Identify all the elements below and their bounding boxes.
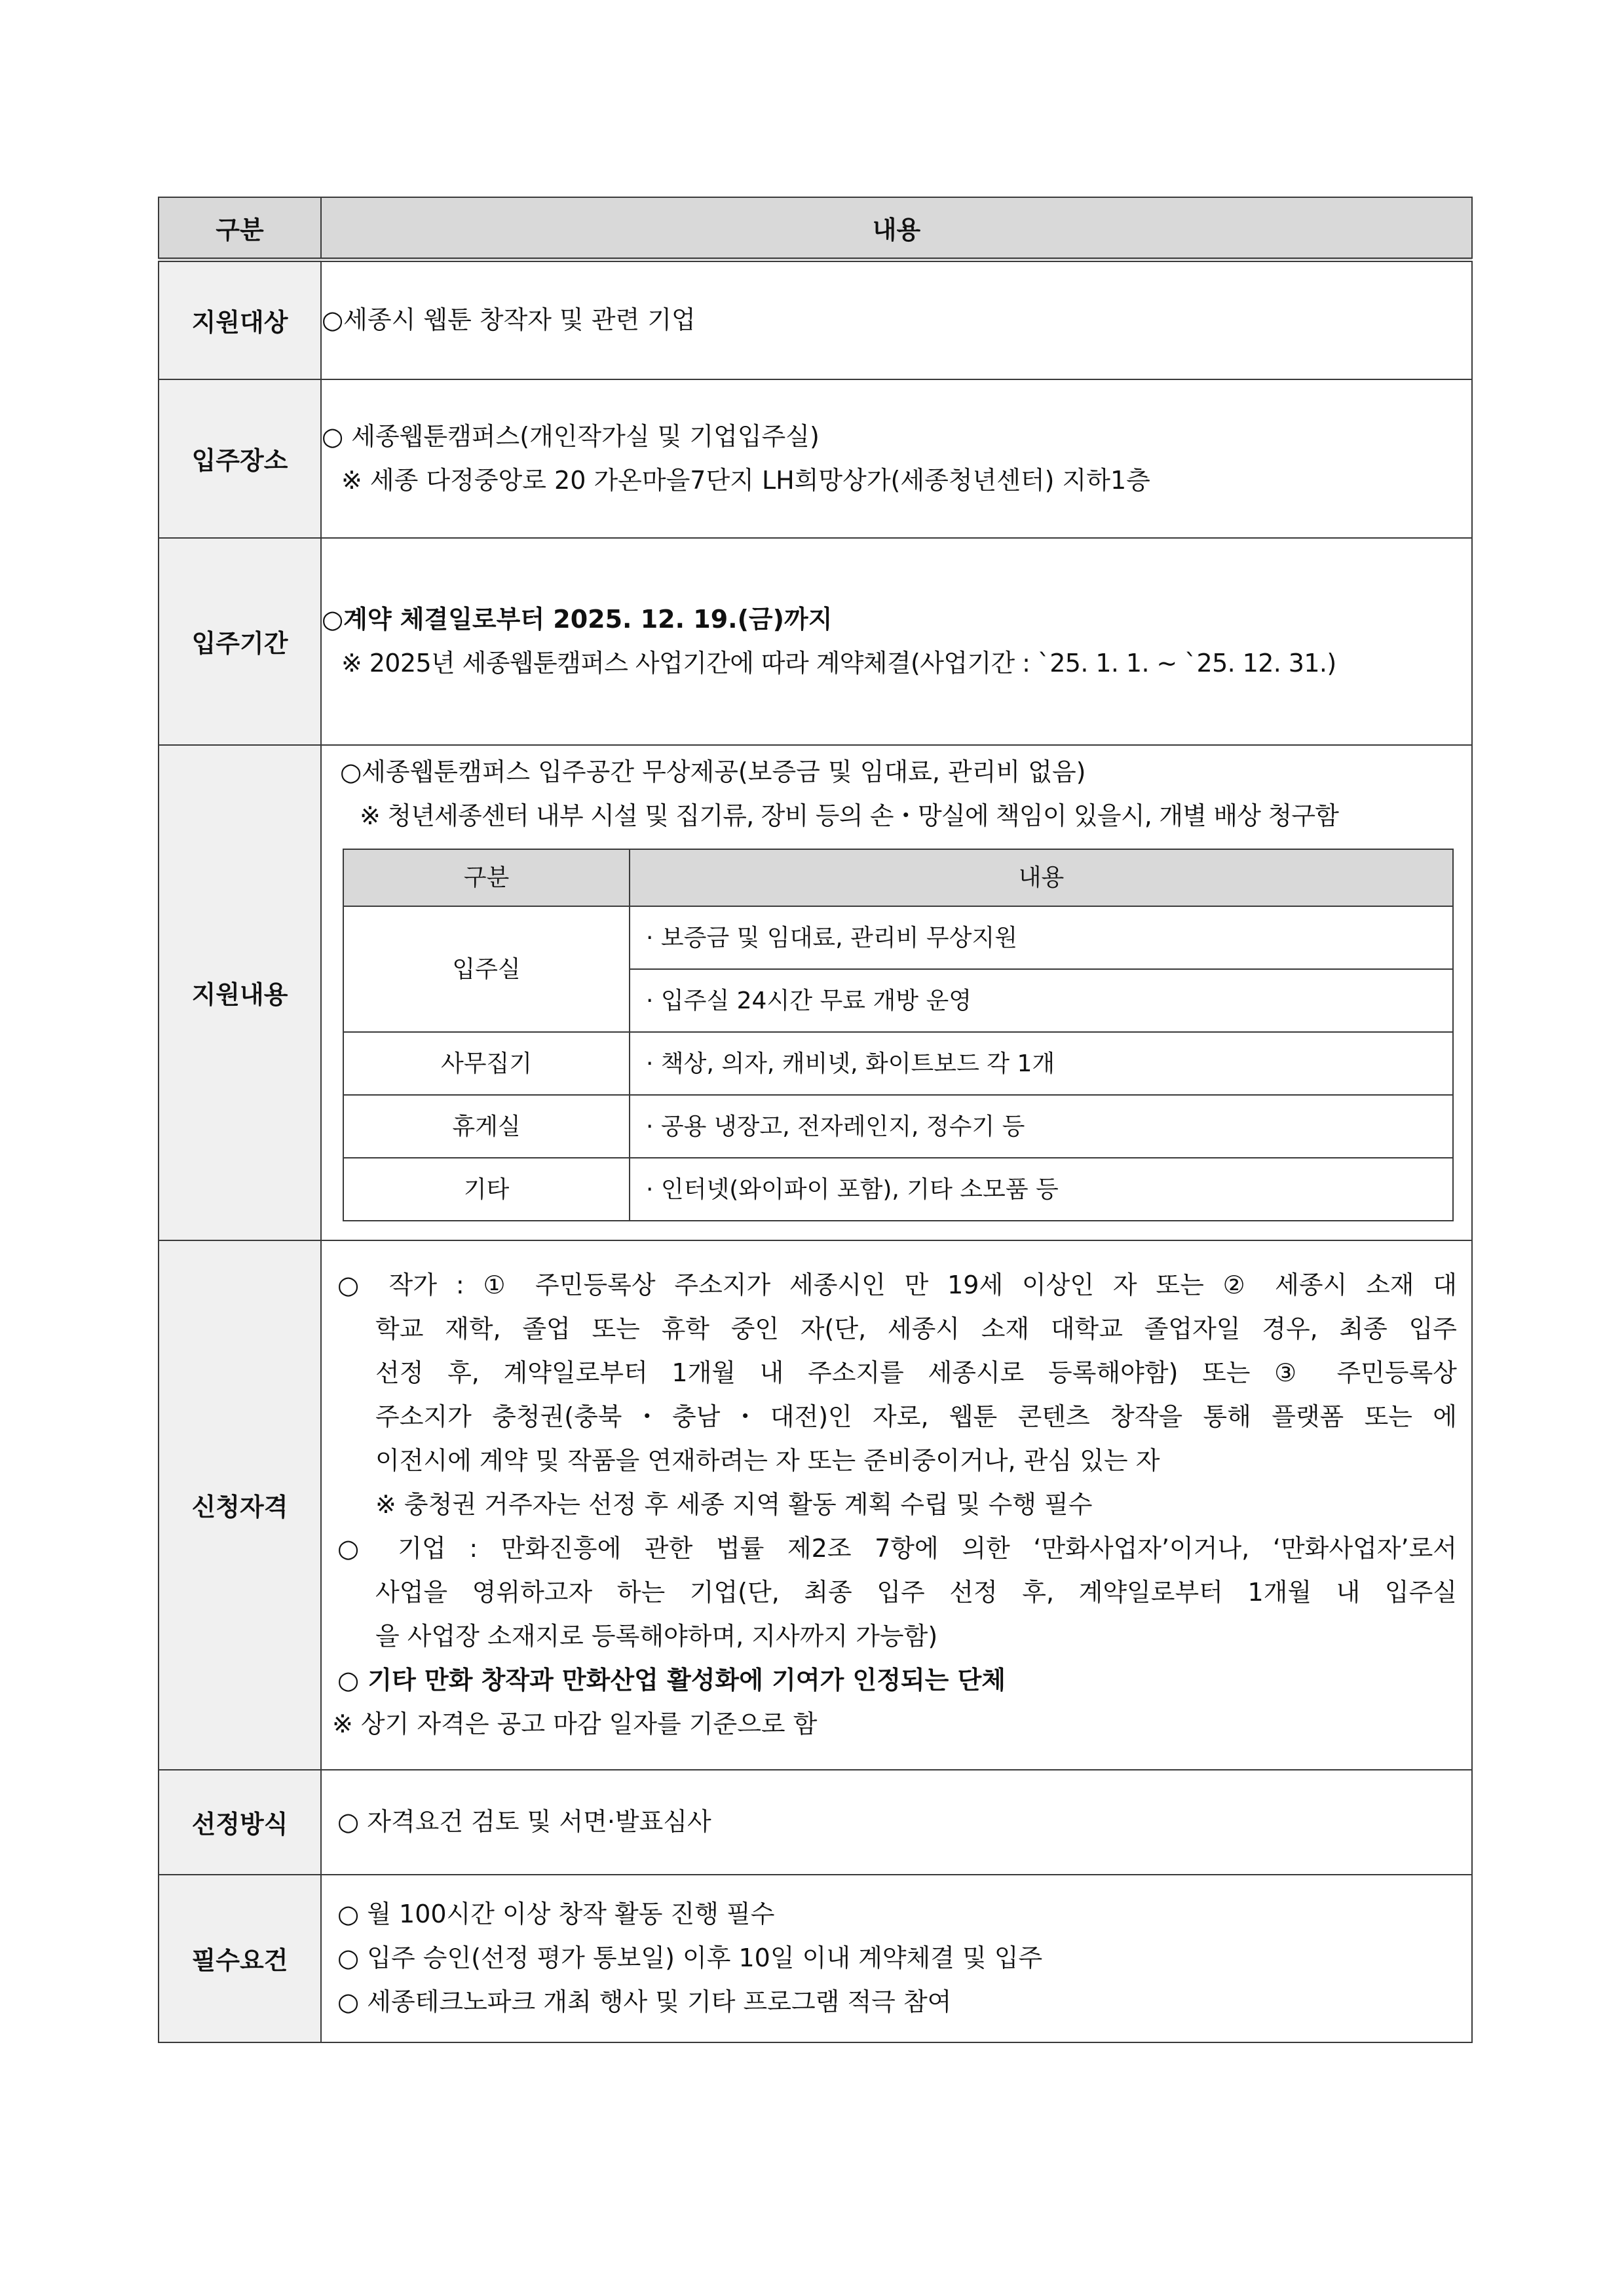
- content-note: ※ 충청권 거주자는 선정 후 세종 지역 활동 계획 수립 및 수행 필수: [375, 1490, 1093, 1519]
- inner-label: 입주실: [343, 906, 630, 1032]
- inner-header-content: 내용: [630, 849, 1453, 906]
- inner-row-etc: [343, 1158, 1453, 1221]
- content-note: ※ 청년세종센터 내부 시설 및 집기류, 장비 등의 손・망실에 책임이 있을시, 개별 배상 청구함: [360, 801, 1339, 830]
- inner-value: · 책상, 의자, 캐비넷, 화이트보드 각 1개: [630, 1032, 1453, 1095]
- inner-value: · 입주실 24시간 무료 개방 운영: [630, 969, 1453, 1032]
- content-line: 선정 후, 계약일로부터 1개월 내 주소지를 세종시로 등록해야함) 또는 ③ 주민등록상: [375, 1358, 1457, 1387]
- inner-value: · 인터넷(와이파이 포함), 기타 소모품 등: [630, 1158, 1453, 1221]
- content-line: 이전시에 계약 및 작품을 연재하려는 자 또는 준비중이거나, 관심 있는 자: [375, 1446, 1160, 1475]
- row-content: [321, 1770, 1472, 1875]
- row-label: 필수요건: [159, 1875, 321, 2042]
- content-line: 사업을 영위하고자 하는 기업(단, 최종 입주 선정 후, 계약일로부터 1개월 내 입주실: [375, 1578, 1457, 1607]
- content-line: ○ 세종웹툰캠퍼스(개인작가실 및 기업입주실): [322, 421, 820, 451]
- content-line: ○ 기업 : 만화진흥에 관한 법률 제2조 7항에 의한 ‘만화사업자’이거나, ‘만화사업자’로서: [337, 1534, 1457, 1563]
- header-category: 구분: [159, 197, 321, 260]
- row-selection: [159, 1770, 1472, 1875]
- content-note: ※ 2025년 세종웹툰캠퍼스 사업기간에 따라 계약체결(사업기간 : `25. 1. 1. ~ `25. 12. 31.): [341, 648, 1336, 678]
- support-detail-table: [343, 849, 1454, 1221]
- row-content: [321, 1240, 1472, 1770]
- content-line: 주소지가 충청권(충북・충남・대전)인 자로, 웹툰 콘텐츠 창작을 통해 플랫폼 또는 에: [375, 1402, 1457, 1431]
- content-note: ※ 상기 자격은 공고 마감 일자를 기준으로 함: [332, 1710, 818, 1738]
- row-label: 입주기간: [159, 538, 321, 745]
- inner-header-row: [343, 849, 1453, 906]
- content-line: ○세종시 웹툰 창작자 및 관련 기업: [322, 305, 696, 335]
- row-content: [321, 379, 1472, 538]
- content-line: ○ 자격요건 검토 및 서면·발표심사: [337, 1807, 711, 1836]
- inner-header-category: 구분: [343, 849, 630, 906]
- row-label: 지원대상: [159, 260, 321, 379]
- row-location: [159, 379, 1472, 538]
- inner-row-room-1: [343, 906, 1453, 969]
- inner-row-office: [343, 1032, 1453, 1095]
- content-line: ○ 작가 : ① 주민등록상 주소지가 세종시인 만 19세 이상인 자 또는 ② 세종시 소재 대: [337, 1271, 1457, 1299]
- row-content: [321, 1875, 1472, 2042]
- inner-value: · 공용 냉장고, 전자레인지, 정수기 등: [630, 1095, 1453, 1158]
- inner-row-lounge: [343, 1095, 1453, 1158]
- content-line: ○ 입주 승인(선정 평가 통보일) 이후 10일 이내 계약체결 및 입주: [337, 1943, 1043, 1972]
- content-line: ○계약 체결일로부터 2025. 12. 19.(금)까지: [322, 604, 833, 634]
- content-line: ○세종웹툰캠퍼스 입주공간 무상제공(보증금 및 임대료, 관리비 없음): [340, 757, 1086, 786]
- table-header-row: [159, 197, 1472, 260]
- row-content: [321, 260, 1472, 379]
- header-content: 내용: [321, 197, 1472, 260]
- row-content: [321, 538, 1472, 745]
- row-period: [159, 538, 1472, 745]
- row-target: [159, 260, 1472, 379]
- row-label: 선정방식: [159, 1770, 321, 1875]
- content-line: ○ 세종테크노파크 개최 행사 및 기타 프로그램 적극 참여: [337, 1987, 952, 2016]
- row-required: [159, 1875, 1472, 2042]
- document-page: [158, 197, 1473, 2043]
- row-content: [321, 745, 1472, 1240]
- inner-value: · 보증금 및 임대료, 관리비 무상지원: [630, 906, 1453, 969]
- row-support: [159, 745, 1472, 1240]
- inner-label: 사무집기: [343, 1032, 630, 1095]
- content-line: ○ 기타 만화 창작과 만화산업 활성화에 기여가 인정되는 단체: [337, 1666, 1006, 1694]
- inner-label: 휴게실: [343, 1095, 630, 1158]
- row-label: 입주장소: [159, 379, 321, 538]
- inner-label: 기타: [343, 1158, 630, 1221]
- row-label: 지원내용: [159, 745, 321, 1240]
- content-line: 을 사업장 소재지로 등록해야하며, 지사까지 가능함): [375, 1622, 938, 1651]
- content-line: 학교 재학, 졸업 또는 휴학 중인 자(단, 세종시 소재 대학교 졸업자일 경우, 최종 입주: [375, 1314, 1457, 1343]
- content-line: ○ 월 100시간 이상 창작 활동 진행 필수: [337, 1900, 775, 1928]
- recruitment-info-table: [158, 197, 1473, 2043]
- row-label: 신청자격: [159, 1240, 321, 1770]
- content-note: ※ 세종 다정중앙로 20 가온마을7단지 LH희망상가(세종청년센터) 지하1층: [341, 465, 1150, 495]
- row-qualification: [159, 1240, 1472, 1770]
